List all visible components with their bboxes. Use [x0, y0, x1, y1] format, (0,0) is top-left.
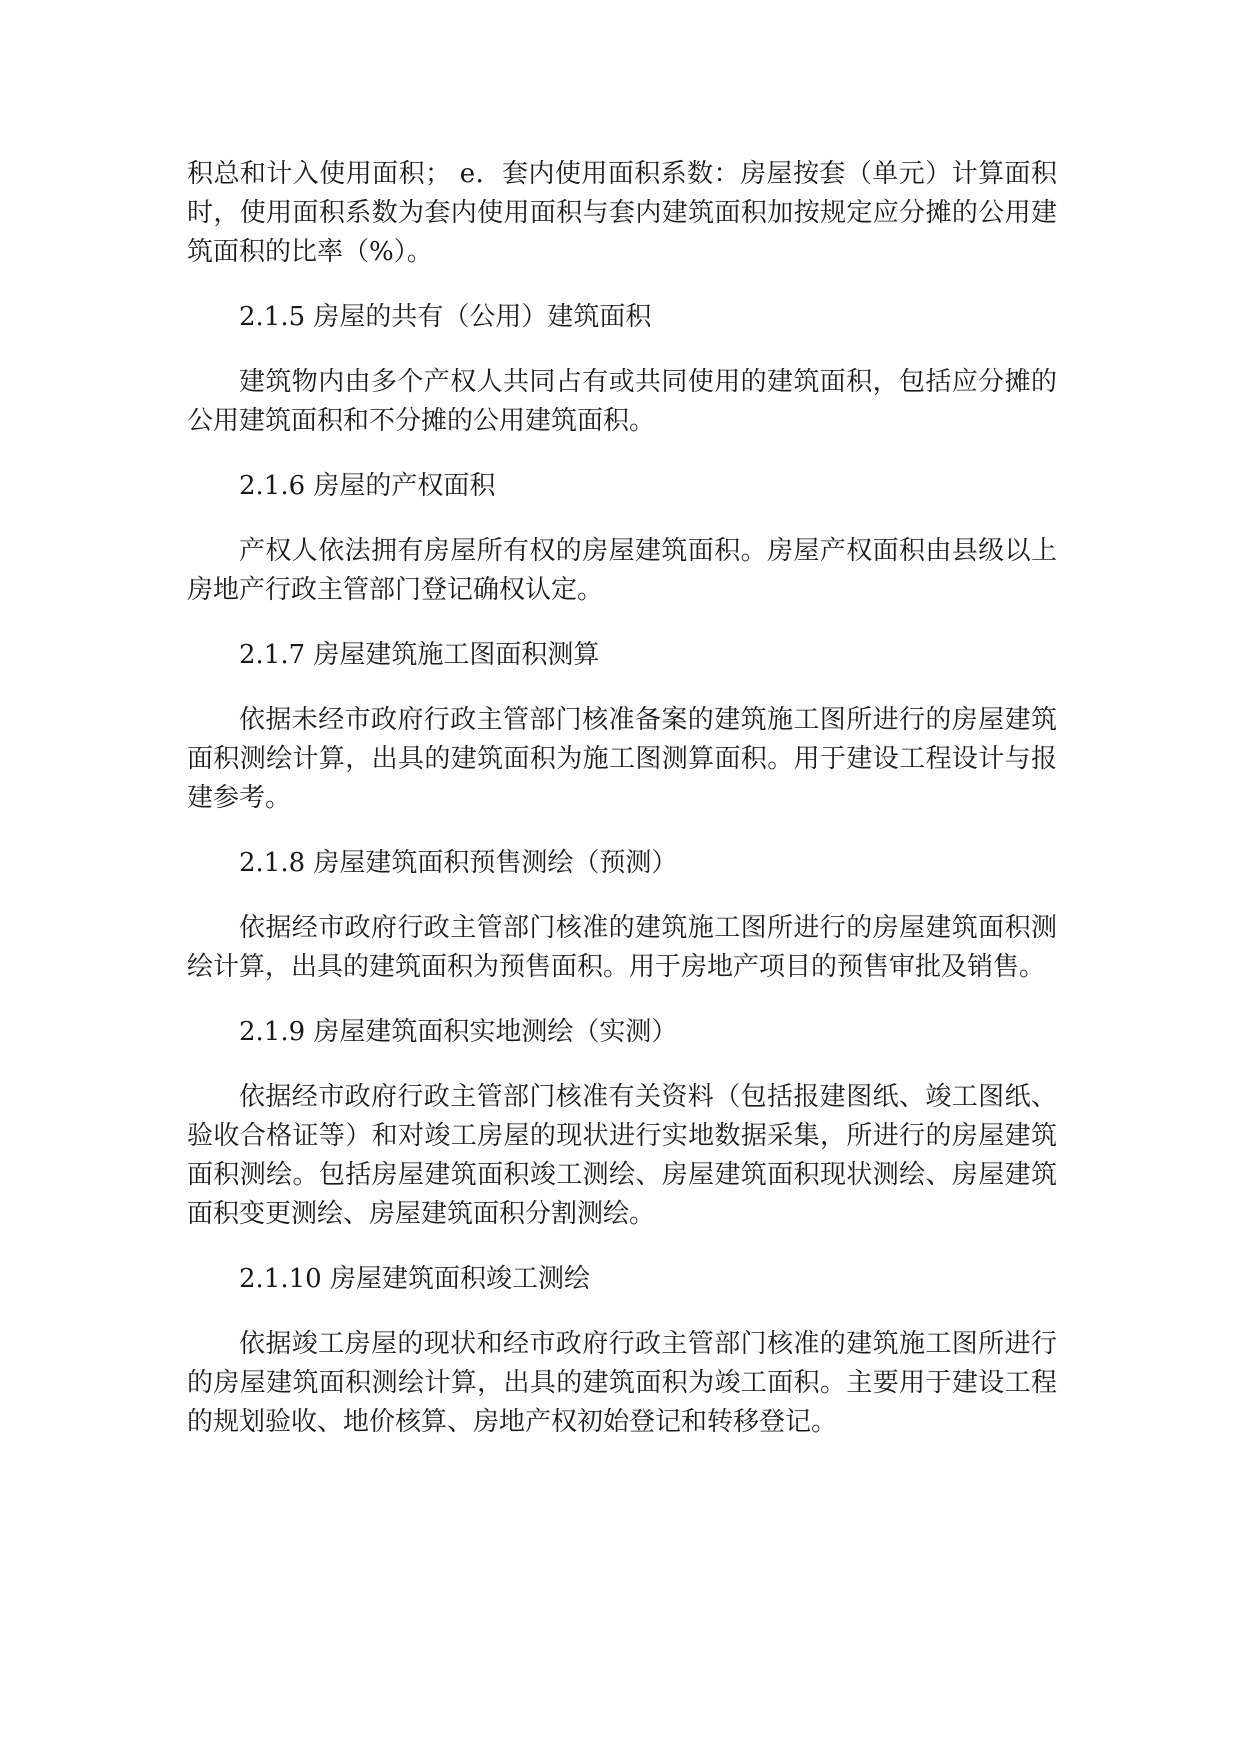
section-heading-2-1-8: 2.1.8 房屋建筑面积预售测绘（预测）	[239, 848, 678, 878]
section-heading-2-1-10: 2.1.10 房屋建筑面积竣工测绘	[239, 1264, 590, 1294]
paragraph-2-1-6: 产权人依法拥有房屋所有权的房屋建筑面积。房屋产权面积由县级以上房地产行政主管部门登记确权认定。	[187, 536, 1057, 605]
document-body	[187, 155, 1057, 1468]
section-heading-2-1-7: 2.1.7 房屋建筑施工图面积测算	[239, 640, 600, 670]
paragraph-2-1-7: 依据未经市政府行政主管部门核准备案的建筑施工图所进行的房屋建筑面积测绘计算，出具的建筑面积为施工图测算面积。用于建设工程设计与报建参考。	[187, 705, 1057, 813]
section-heading-2-1-9: 2.1.9 房屋建筑面积实地测绘（实测）	[239, 1017, 678, 1047]
section-heading-2-1-6: 2.1.6 房屋的产权面积	[239, 471, 496, 501]
paragraph-2-1-8: 依据经市政府行政主管部门核准的建筑施工图所进行的房屋建筑面积测绘计算，出具的建筑面积为预售面积。用于房地产项目的预售审批及销售。	[187, 913, 1057, 982]
section-heading-2-1-5: 2.1.5 房屋的共有（公用）建筑面积	[239, 302, 652, 332]
paragraph-2-1-5: 建筑物内由多个产权人共同占有或共同使用的建筑面积，包括应分摊的公用建筑面积和不分摊的公用建筑面积。	[187, 367, 1057, 436]
paragraph-continued: 积总和计入使用面积； e．套内使用面积系数：房屋按套（单元）计算面积时，使用面积系数为套内使用面积与套内建筑面积加按规定应分摊的公用建筑面积的比率（%）。	[187, 159, 1057, 267]
paragraph-2-1-9: 依据经市政府行政主管部门核准有关资料（包括报建图纸、竣工图纸、验收合格证等）和对竣工房屋的现状进行实地数据采集，所进行的房屋建筑面积测绘。包括房屋建筑面积竣工测绘、房屋建筑面积现状测绘、房屋建筑面积变更测绘、房屋建筑面积分割测绘。	[187, 1082, 1057, 1229]
paragraph-2-1-10: 依据竣工房屋的现状和经市政府行政主管部门核准的建筑施工图所进行的房屋建筑面积测绘计算，出具的建筑面积为竣工面积。主要用于建设工程的规划验收、地价核算、房地产权初始登记和转移登记。	[187, 1329, 1057, 1437]
